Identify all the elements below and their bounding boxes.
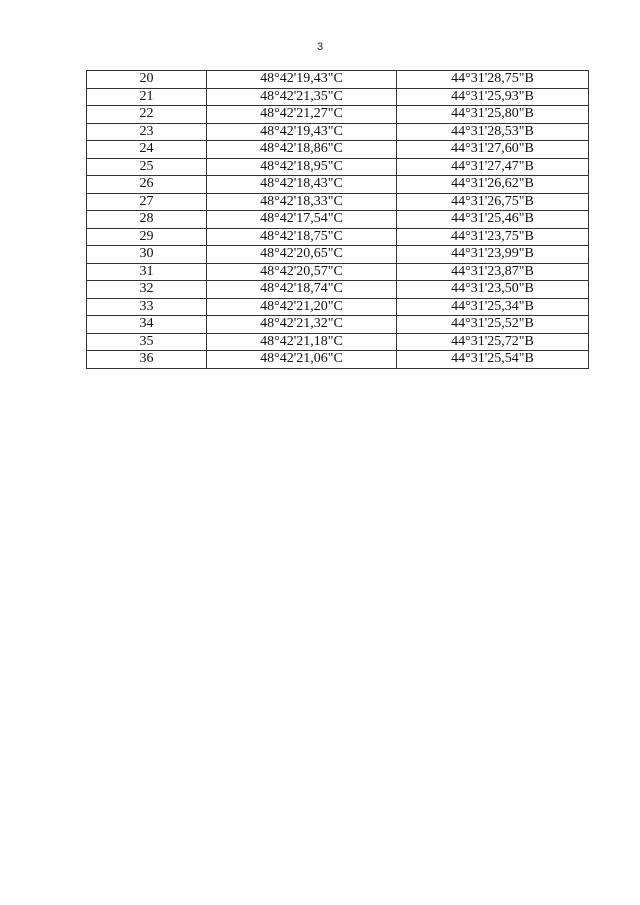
table-row	[87, 71, 589, 89]
point-number: 25	[87, 158, 207, 176]
longitude: 44°31'23,99"В	[397, 246, 589, 264]
table-row	[87, 316, 589, 334]
longitude: 44°31'27,60"В	[397, 141, 589, 159]
longitude: 44°31'25,93"В	[397, 88, 589, 106]
longitude: 44°31'25,34"В	[397, 298, 589, 316]
table-row	[87, 158, 589, 176]
latitude: 48°42'17,54"С	[207, 211, 397, 229]
longitude: 44°31'23,87"В	[397, 263, 589, 281]
table-row	[87, 351, 589, 369]
point-number: 29	[87, 228, 207, 246]
latitude: 48°42'18,43"С	[207, 176, 397, 194]
point-number: 28	[87, 211, 207, 229]
table-row	[87, 333, 589, 351]
table-row	[87, 263, 589, 281]
page-number: 3	[316, 41, 324, 53]
point-number: 32	[87, 281, 207, 299]
table-row	[87, 141, 589, 159]
latitude: 48°42'18,74"С	[207, 281, 397, 299]
latitude: 48°42'18,33"С	[207, 193, 397, 211]
coordinates-table	[86, 70, 589, 369]
longitude: 44°31'28,53"В	[397, 123, 589, 141]
latitude: 48°42'18,75"С	[207, 228, 397, 246]
table-row	[87, 228, 589, 246]
point-number: 30	[87, 246, 207, 264]
latitude: 48°42'21,32"С	[207, 316, 397, 334]
latitude: 48°42'20,57"С	[207, 263, 397, 281]
latitude: 48°42'18,95"С	[207, 158, 397, 176]
longitude: 44°31'25,54"В	[397, 351, 589, 369]
latitude: 48°42'19,43"С	[207, 71, 397, 89]
latitude: 48°42'21,27"С	[207, 106, 397, 124]
point-number: 26	[87, 176, 207, 194]
point-number: 34	[87, 316, 207, 334]
point-number: 23	[87, 123, 207, 141]
table-row	[87, 281, 589, 299]
longitude: 44°31'26,62"В	[397, 176, 589, 194]
table-row	[87, 211, 589, 229]
longitude: 44°31'26,75"В	[397, 193, 589, 211]
point-number: 20	[87, 71, 207, 89]
table-row	[87, 246, 589, 264]
latitude: 48°42'20,65"С	[207, 246, 397, 264]
longitude: 44°31'25,46"В	[397, 211, 589, 229]
point-number: 35	[87, 333, 207, 351]
table-row	[87, 176, 589, 194]
longitude: 44°31'23,50"В	[397, 281, 589, 299]
point-number: 21	[87, 88, 207, 106]
table-row	[87, 193, 589, 211]
longitude: 44°31'28,75"В	[397, 71, 589, 89]
longitude: 44°31'25,80"В	[397, 106, 589, 124]
point-number: 31	[87, 263, 207, 281]
point-number: 27	[87, 193, 207, 211]
longitude: 44°31'25,72"В	[397, 333, 589, 351]
latitude: 48°42'21,20"С	[207, 298, 397, 316]
longitude: 44°31'27,47"В	[397, 158, 589, 176]
point-number: 36	[87, 351, 207, 369]
latitude: 48°42'21,06"С	[207, 351, 397, 369]
table-row	[87, 123, 589, 141]
longitude: 44°31'23,75"В	[397, 228, 589, 246]
latitude: 48°42'21,18"С	[207, 333, 397, 351]
table-row	[87, 298, 589, 316]
latitude: 48°42'19,43"С	[207, 123, 397, 141]
table-row	[87, 88, 589, 106]
table-row	[87, 106, 589, 124]
longitude: 44°31'25,52"В	[397, 316, 589, 334]
latitude: 48°42'21,35"С	[207, 88, 397, 106]
latitude: 48°42'18,86"С	[207, 141, 397, 159]
point-number: 22	[87, 106, 207, 124]
point-number: 24	[87, 141, 207, 159]
point-number: 33	[87, 298, 207, 316]
